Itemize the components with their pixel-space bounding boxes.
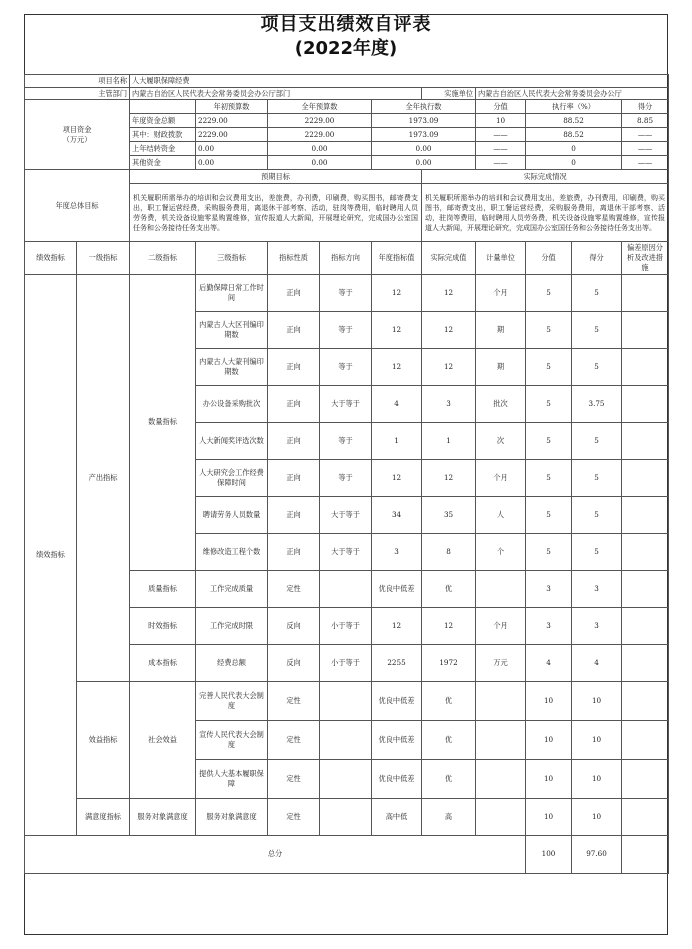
- funds-row-label: 年度资金总额: [130, 114, 196, 128]
- level2-social: 社会效益: [130, 681, 196, 798]
- indicator-direction: 大于等于: [320, 385, 372, 422]
- indicator-nature: 正向: [268, 496, 320, 533]
- indicator-target: 优良中低差: [372, 759, 422, 798]
- indicator-actual: 12: [422, 607, 476, 644]
- deviation-reason: [622, 607, 669, 644]
- funds-init: 0.00: [196, 156, 268, 170]
- indicator-nature: 正向: [268, 348, 320, 385]
- indicator-nature: 正向: [268, 533, 320, 570]
- indicator-header: 实际完成值: [422, 242, 476, 274]
- indicator-target: 12: [372, 607, 422, 644]
- indicator-header: 分值: [526, 242, 572, 274]
- funds-exec: 0.00: [372, 142, 476, 156]
- table-row: [25, 87, 669, 100]
- indicator-score: 3.75: [572, 385, 622, 422]
- indicator-weight: 10: [526, 759, 572, 798]
- funds-exec: 1973.09: [372, 128, 476, 142]
- evaluation-table: [24, 74, 669, 874]
- expected-goal-label: 预期目标: [130, 170, 422, 184]
- indicator-direction: 小于等于: [320, 644, 372, 681]
- level1-output: 产出指标: [77, 274, 130, 681]
- indicator-score: 5: [572, 274, 622, 311]
- funds-score: ——: [622, 142, 669, 156]
- funds-exec: 0.00: [372, 156, 476, 170]
- indicator-nature: 定性: [268, 681, 320, 720]
- funds-budget: 2229.00: [268, 128, 372, 142]
- funds-row-label: 上年结转资金: [130, 142, 196, 156]
- indicator-direction: 大于等于: [320, 496, 372, 533]
- indicator-actual: 35: [422, 496, 476, 533]
- indicator-nature: 正向: [268, 385, 320, 422]
- funds-init: 2229.00: [196, 114, 268, 128]
- indicator-direction: 等于: [320, 459, 372, 496]
- indicator-direction: 等于: [320, 422, 372, 459]
- indicator-nature: 正向: [268, 459, 320, 496]
- level1-benefit: 效益指标: [77, 681, 130, 798]
- indicator-header: 一级指标: [77, 242, 130, 274]
- indicator-target: 3: [372, 533, 422, 570]
- indicator-unit: 个月: [476, 607, 526, 644]
- indicator-weight: 5: [526, 274, 572, 311]
- indicator-unit: [476, 720, 526, 759]
- indicator-target: 4: [372, 385, 422, 422]
- level3-indicator: 内蒙古人大蒙刊编印期数: [196, 348, 268, 385]
- indicator-score: 5: [572, 533, 622, 570]
- indicator-score: 3: [572, 607, 622, 644]
- indicator-actual: 优: [422, 570, 476, 607]
- funds-weight: ——: [476, 142, 526, 156]
- indicator-direction: 等于: [320, 348, 372, 385]
- indicator-score: 5: [572, 348, 622, 385]
- funds-score: 8.85: [622, 114, 669, 128]
- funds-header: 分值: [476, 100, 526, 114]
- deviation-reason: [622, 570, 669, 607]
- form-title: 项目支出绩效自评表: [260, 14, 432, 35]
- indicator-score: 10: [572, 798, 622, 835]
- level3-indicator: 人大研究会工作经费保障时间: [196, 459, 268, 496]
- indicator-score: 5: [572, 311, 622, 348]
- deviation-reason: [622, 348, 669, 385]
- indicator-unit: [476, 570, 526, 607]
- indicator-weight: 5: [526, 422, 572, 459]
- indicator-unit: 个: [476, 533, 526, 570]
- table-row: [25, 75, 669, 88]
- indicator-unit: 批次: [476, 385, 526, 422]
- indicator-weight: 5: [526, 496, 572, 533]
- level3-indicator: 办公设备采购批次: [196, 385, 268, 422]
- indicator-score: 10: [572, 720, 622, 759]
- indicator-header: 三级指标: [196, 242, 268, 274]
- funds-score: ——: [622, 128, 669, 142]
- indicator-unit: 期: [476, 311, 526, 348]
- indicator-nature: 定性: [268, 720, 320, 759]
- funds-row-label: 其中：财政拨款: [130, 128, 196, 142]
- funds-row-label: 其他资金: [130, 156, 196, 170]
- indicator-header: 指标性质: [268, 242, 320, 274]
- funds-header: 全年预算数: [268, 100, 372, 114]
- indicator-direction: [320, 798, 372, 835]
- project-name-label: 项目名称: [25, 75, 130, 88]
- level2-cost: 成本指标: [130, 644, 196, 681]
- indicator-direction: [320, 570, 372, 607]
- level3-indicator: 服务对象满意度: [196, 798, 268, 835]
- funds-weight: ——: [476, 156, 526, 170]
- total-remark: [622, 835, 669, 873]
- level2-service: 服务对象满意度: [130, 798, 196, 835]
- form-year: (2022年度): [294, 38, 398, 59]
- level3-indicator: 完善人民代表大会制度: [196, 681, 268, 720]
- project-name: 人大履职保障经费: [130, 75, 669, 88]
- indicator-actual: 优: [422, 759, 476, 798]
- indicator-actual: 优: [422, 720, 476, 759]
- indicator-direction: 等于: [320, 311, 372, 348]
- perf-indicator-label: 绩效指标: [25, 274, 77, 835]
- level3-indicator: 宣传人民代表大会制度: [196, 720, 268, 759]
- indicator-unit: 期: [476, 348, 526, 385]
- funds-init: 2229.00: [196, 128, 268, 142]
- indicator-target: 2255: [372, 644, 422, 681]
- funds-header: 全年执行数: [372, 100, 476, 114]
- level1-satisfaction: 满意度指标: [77, 798, 130, 835]
- level3-indicator: 聘请劳务人员数量: [196, 496, 268, 533]
- level3-indicator: 工作完成质量: [196, 570, 268, 607]
- funds-budget: 0.00: [268, 156, 372, 170]
- funds-rate: 0: [526, 142, 622, 156]
- level3-indicator: 后勤保障日常工作时间: [196, 274, 268, 311]
- funds-header: 年初预算数: [196, 100, 268, 114]
- indicator-target: 1: [372, 422, 422, 459]
- indicator-score: 5: [572, 496, 622, 533]
- table-row: [25, 798, 669, 835]
- indicator-unit: [476, 759, 526, 798]
- indicator-weight: 3: [526, 570, 572, 607]
- indicator-target: 高中低: [372, 798, 422, 835]
- indicator-unit: 个月: [476, 459, 526, 496]
- indicator-header: 二级指标: [130, 242, 196, 274]
- indicator-target: 优良中低差: [372, 681, 422, 720]
- indicator-direction: [320, 681, 372, 720]
- indicator-actual: 12: [422, 348, 476, 385]
- indicator-nature: 正向: [268, 311, 320, 348]
- indicator-direction: 大于等于: [320, 533, 372, 570]
- table-body: [25, 75, 669, 874]
- indicator-direction: [320, 720, 372, 759]
- table-row: [25, 681, 669, 720]
- deviation-reason: [622, 496, 669, 533]
- level3-indicator: 工作完成时限: [196, 607, 268, 644]
- indicator-target: 12: [372, 348, 422, 385]
- indicator-unit: [476, 798, 526, 835]
- indicator-score: 5: [572, 459, 622, 496]
- deviation-reason: [622, 385, 669, 422]
- deviation-reason: [622, 533, 669, 570]
- indicator-header: 指标方向: [320, 242, 372, 274]
- funds-header-blank: [130, 100, 196, 114]
- total-weight: 100: [526, 835, 572, 873]
- deviation-reason: [622, 798, 669, 835]
- indicator-actual: 优: [422, 681, 476, 720]
- indicator-weight: 5: [526, 459, 572, 496]
- indicator-header: 年度指标值: [372, 242, 422, 274]
- indicator-nature: 正向: [268, 422, 320, 459]
- indicator-target: 优良中低差: [372, 570, 422, 607]
- actual-goal-text: 机关履职所需举办的培训和会议费用支出，差旅费，办刊费用，印刷费，购买图书，邮寄费支出，职工餐运营经费，采购服务费用，离退休干部考察、活动，驻岗等费用，临时聘用人员劳务费，机关设备设施零星购置维修，宣传报道人大新闻，开展理论研究，完成国办公室国任务和公务接待任务支出等。: [422, 184, 669, 242]
- indicator-score: 3: [572, 570, 622, 607]
- funds-weight: 10: [476, 114, 526, 128]
- indicator-header: 得分: [572, 242, 622, 274]
- indicator-nature: 定性: [268, 570, 320, 607]
- indicator-actual: 1972: [422, 644, 476, 681]
- indicator-target: 优良中低差: [372, 720, 422, 759]
- indicator-unit: 人: [476, 496, 526, 533]
- indicator-header: 绩效指标: [25, 242, 77, 274]
- table-row: [25, 170, 669, 184]
- funds-exec: 1973.09: [372, 114, 476, 128]
- indicator-target: 12: [372, 274, 422, 311]
- deviation-reason: [622, 459, 669, 496]
- indicator-direction: 小于等于: [320, 607, 372, 644]
- indicator-nature: 定性: [268, 798, 320, 835]
- funds-rate: 88.52: [526, 114, 622, 128]
- indicator-score: 5: [572, 422, 622, 459]
- indicator-nature: 定性: [268, 759, 320, 798]
- indicator-unit: 次: [476, 422, 526, 459]
- funds-header: 得分: [622, 100, 669, 114]
- deviation-reason: [622, 644, 669, 681]
- level3-indicator: 内蒙古人大区刊编印期数: [196, 311, 268, 348]
- indicator-weight: 10: [526, 798, 572, 835]
- indicator-weight: 4: [526, 644, 572, 681]
- indicator-actual: 1: [422, 422, 476, 459]
- impl-label: 实施单位: [422, 87, 476, 100]
- level3-indicator: 经费总额: [196, 644, 268, 681]
- indicator-nature: 正向: [268, 274, 320, 311]
- indicator-target: 12: [372, 459, 422, 496]
- level2-quality: 质量指标: [130, 570, 196, 607]
- funds-label: 项目资金 （万元）: [25, 100, 130, 170]
- table-row: [25, 274, 669, 311]
- indicator-weight: 5: [526, 385, 572, 422]
- indicator-target: 34: [372, 496, 422, 533]
- indicator-weight: 10: [526, 681, 572, 720]
- deviation-reason: [622, 681, 669, 720]
- indicator-nature: 反向: [268, 644, 320, 681]
- indicator-header: 偏差原因分析及改进措施: [622, 242, 669, 274]
- deviation-reason: [622, 720, 669, 759]
- indicator-actual: 12: [422, 311, 476, 348]
- funds-rate: 0: [526, 156, 622, 170]
- deviation-reason: [622, 759, 669, 798]
- dept-value: 内蒙古自治区人民代表大会常务委员会办公厅部门: [130, 87, 422, 100]
- indicator-nature: 反向: [268, 607, 320, 644]
- indicator-weight: 5: [526, 533, 572, 570]
- indicator-direction: [320, 759, 372, 798]
- expected-goal-text: 机关履职所需举办的培训和会议费用支出，差旅费，办刊费，印刷费，购买图书，邮寄费支出，职工餐运营经费，采购服务费用，离退休干部考察、活动，驻岗等费用，临时聘用人员劳务费，机关设备设施零星购置维修，宣传报道人大新闻，开展理论研究，完成国办公室国任务和公务接待任务支出等。: [130, 184, 422, 242]
- table-row: [25, 100, 669, 114]
- deviation-reason: [622, 422, 669, 459]
- indicator-weight: 5: [526, 348, 572, 385]
- goals-label: 年度总体目标: [25, 170, 130, 242]
- level3-indicator: 维修改造工程个数: [196, 533, 268, 570]
- funds-weight: ——: [476, 128, 526, 142]
- level2-time: 时效指标: [130, 607, 196, 644]
- deviation-reason: [622, 311, 669, 348]
- funds-score: ——: [622, 156, 669, 170]
- impl-value: 内蒙古自治区人民代表大会常务委员会办公厅: [476, 87, 669, 100]
- indicator-score: 10: [572, 681, 622, 720]
- dept-label: 主管部门: [25, 87, 130, 100]
- indicator-unit: 个月: [476, 274, 526, 311]
- level3-indicator: 人大新闻奖评选次数: [196, 422, 268, 459]
- indicator-score: 10: [572, 759, 622, 798]
- indicator-weight: 5: [526, 311, 572, 348]
- indicator-weight: 10: [526, 720, 572, 759]
- funds-header: 执行率（%）: [526, 100, 622, 114]
- funds-budget: 2229.00: [268, 114, 372, 128]
- table-row: [25, 835, 669, 873]
- indicator-actual: 12: [422, 459, 476, 496]
- funds-init: 0.00: [196, 142, 268, 156]
- actual-goal-label: 实际完成情况: [422, 170, 669, 184]
- indicator-direction: 等于: [320, 274, 372, 311]
- total-score: 97.60: [572, 835, 622, 873]
- indicator-target: 12: [372, 311, 422, 348]
- funds-budget: 0.00: [268, 142, 372, 156]
- indicator-score: 4: [572, 644, 622, 681]
- indicator-header: 计量单位: [476, 242, 526, 274]
- indicator-actual: 高: [422, 798, 476, 835]
- indicator-actual: 8: [422, 533, 476, 570]
- indicator-actual: 12: [422, 274, 476, 311]
- table-row: [25, 242, 669, 274]
- funds-rate: 88.52: [526, 128, 622, 142]
- total-label: 总分: [25, 835, 526, 873]
- indicator-weight: 3: [526, 607, 572, 644]
- deviation-reason: [622, 274, 669, 311]
- indicator-unit: [476, 681, 526, 720]
- level2-quantity: 数量指标: [130, 274, 196, 570]
- indicator-unit: 万元: [476, 644, 526, 681]
- indicator-actual: 3: [422, 385, 476, 422]
- level3-indicator: 提供人大基本履职保障: [196, 759, 268, 798]
